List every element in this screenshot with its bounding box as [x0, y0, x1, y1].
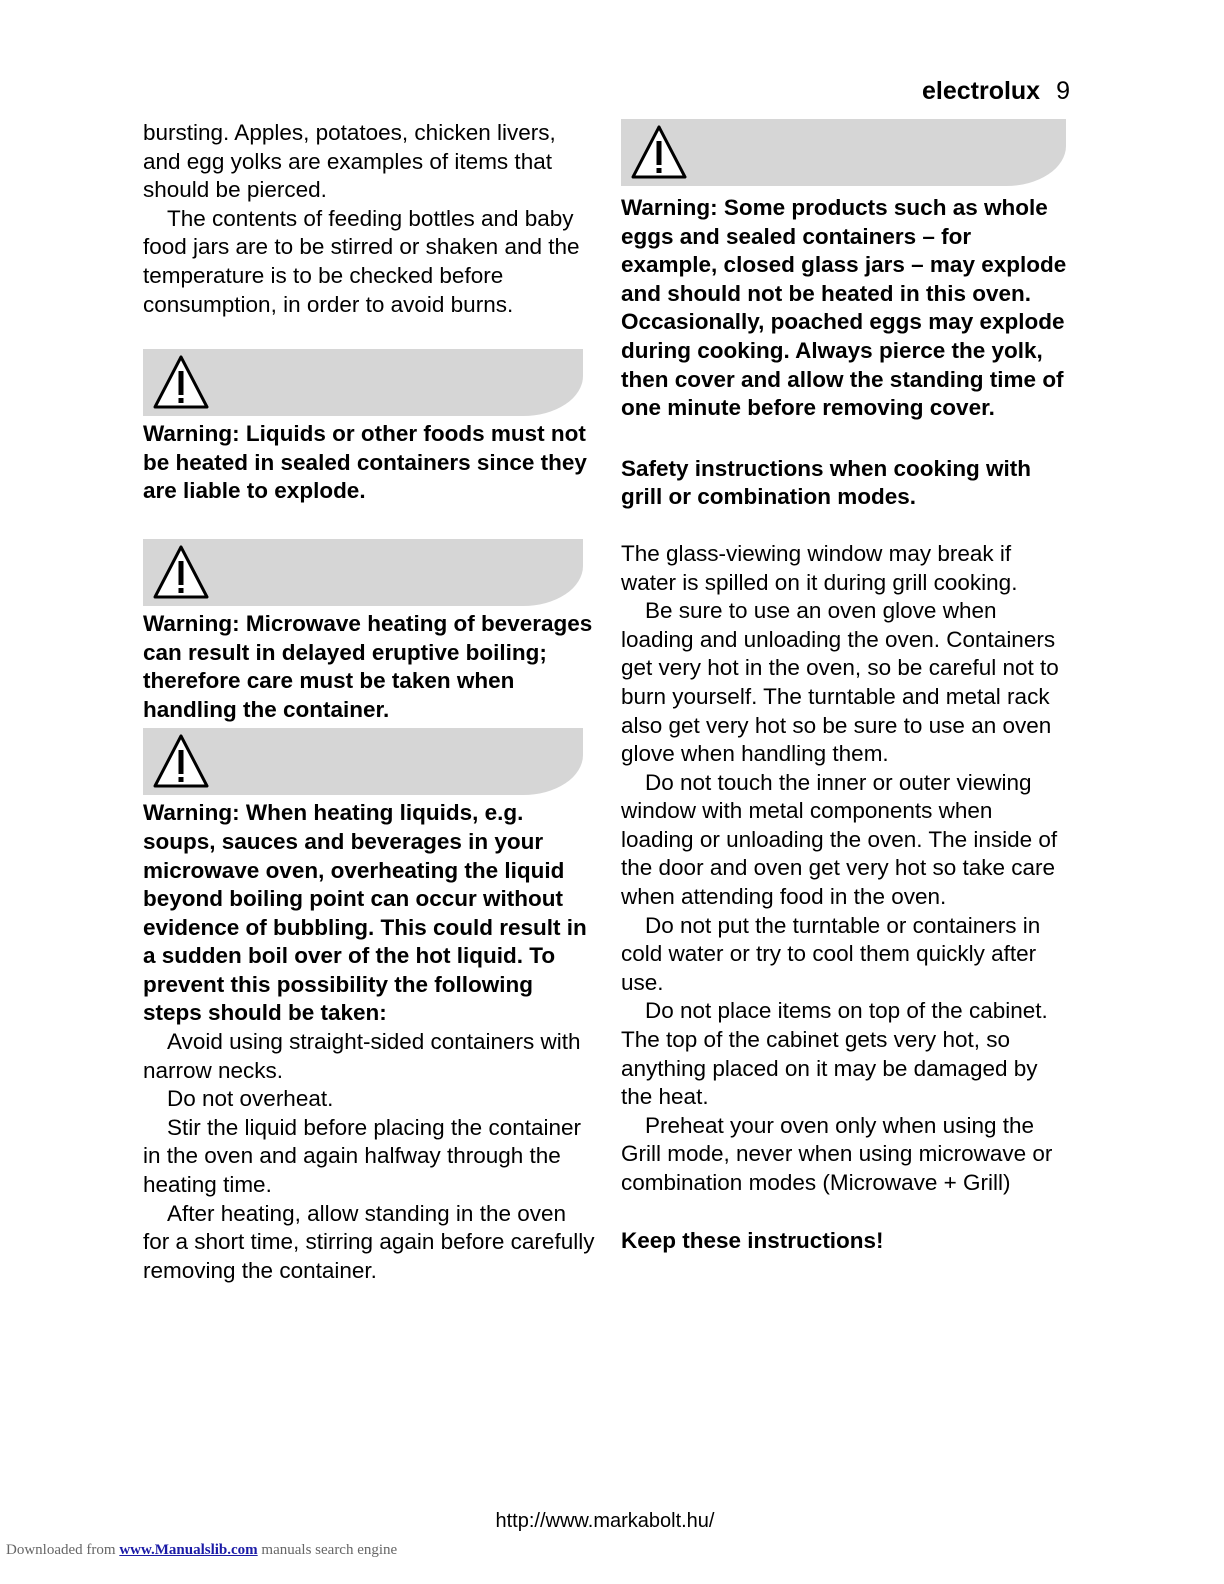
warning-text-2: Warning: Microwave heating of beverages can result in delayed eruptive boiling; therefore care must be taken when handling the container.	[143, 610, 593, 722]
safety-paragraph: The glass-viewing window may break if water is spilled on it during grill cooking.	[621, 540, 1018, 595]
warning-banner-3	[143, 728, 583, 795]
page-header	[922, 76, 1070, 106]
left-column	[143, 119, 598, 1285]
step-item: After heating, allow standing in the oven for a short time, stirring again before carefully removing the container.	[143, 1200, 595, 1283]
tagline: manuals search engine	[261, 1542, 398, 1558]
intro-paragraph-1: bursting. Apples, potatoes, chicken livers, and egg yolks are examples of items that should be pierced.	[143, 120, 556, 203]
step-item: Stir the liquid before placing the container in the oven and again halfway through the heating time.	[143, 1114, 582, 1198]
section-heading: Safety instructions when cooking with grill or combination modes.	[621, 455, 1032, 510]
warning-text-3: Warning: When heating liquids, e.g. soups, sauces and beverages in your microwave oven, overheating the liquid beyond boiling point can occur without evidence of bubbling. This could result in a sudden boil over of the hot liquid. To prevent this possibility the following steps should be taken:	[143, 800, 587, 1026]
safety-paragraph: Do not place items on top of the cabinet. The top of the cabinet gets very hot, so anything placed on it may be damaged by the heat.	[621, 998, 1048, 1110]
warning-banner-2	[143, 539, 583, 606]
warning-triangle-icon	[151, 353, 211, 411]
warning-banner-1	[143, 349, 583, 416]
page-number: 9	[1056, 77, 1070, 105]
safety-paragraph: Do not put the turntable or containers in cold water or try to cool them quickly after use.	[621, 912, 1041, 995]
download-footer	[6, 1542, 397, 1559]
warning-text-1: Warning: Liquids or other foods must not be heated in sealed containers since they are liable to explode.	[143, 421, 587, 504]
warning-triangle-icon	[629, 123, 689, 181]
step-item: Avoid using straight-sided containers with narrow necks.	[143, 1029, 581, 1083]
warning-triangle-icon	[151, 543, 211, 601]
warning-text-4: Warning: Some products such as whole eggs and sealed containers – for example, closed glass jars – may explode and should not be heated in this oven. Occasionally, poached eggs may explode during cooking. Always pierce the yolk, then cover and allow the standing time of one minute before removing cover.	[621, 195, 1067, 421]
safety-paragraph: Do not touch the inner or outer viewing window with metal components when loading or unloading the oven. The inside of the door and oven get very hot so take care when attending food in the oven.	[621, 769, 1058, 910]
footer-url: http://www.markabolt.hu/	[495, 1510, 715, 1532]
manualslib-link[interactable]: www.Manualslib.com	[119, 1542, 258, 1558]
step-item: Do not overheat.	[167, 1086, 334, 1112]
warning-banner-4	[621, 119, 1066, 186]
downloaded-from-label: Downloaded from	[6, 1542, 116, 1558]
closing-note: Keep these instructions!	[621, 1227, 884, 1253]
warning-triangle-icon	[151, 732, 211, 790]
right-column	[621, 119, 1071, 1255]
safety-paragraph: Preheat your oven only when using the Grill mode, never when using microwave or combination modes (Microwave + Grill)	[621, 1112, 1053, 1195]
brand-name: electrolux	[921, 77, 1041, 105]
intro-paragraph-2: The contents of feeding bottles and baby food jars are to be stirred or shaken and the temperature is to be checked before consumption, in order to avoid burns.	[143, 205, 580, 317]
safety-paragraph: Be sure to use an oven glove when loading and unloading the oven. Containers get very hot in the oven, so be careful not to burn yourself. The turntable and metal rack also get very hot so be sure to use an oven glove when handling them.	[621, 598, 1059, 767]
